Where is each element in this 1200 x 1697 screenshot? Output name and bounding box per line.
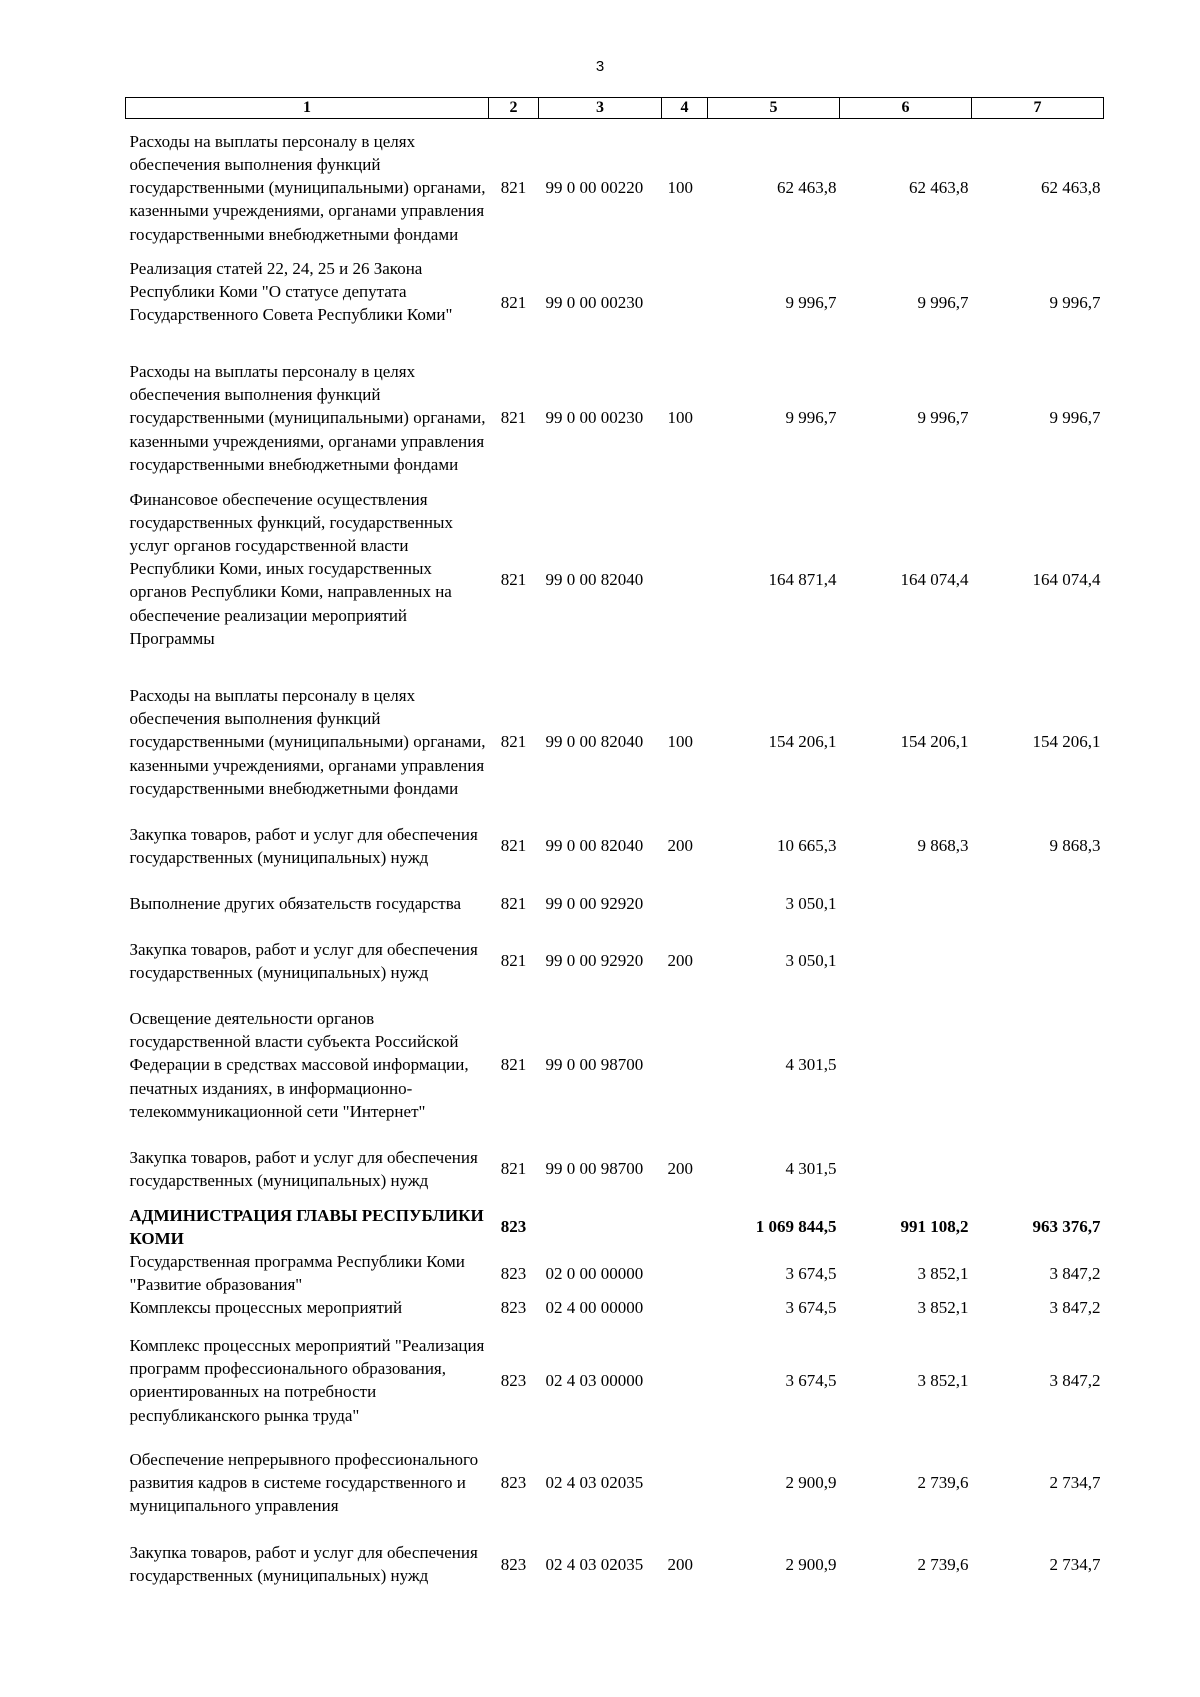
row-ministry-code: 823 [500,1263,527,1283]
header-col-5: 5 [708,98,840,119]
row-amount-3: 3 847,2 [1049,1298,1101,1318]
row-amount-1: 164 871,4 [768,570,837,590]
row-amount-2 [840,881,972,927]
row-expense-type [662,996,708,1135]
table-row [126,257,1104,349]
row-target-code: 99 0 00 00230 [545,408,644,428]
row-amount-1: 154 206,1 [768,732,837,752]
table-row [126,488,1104,673]
row-target-code: 99 0 00 98700 [545,1055,644,1075]
row-ministry-code: 821 [500,893,527,913]
row-name: Реализация статей 22, 24, 25 и 26 Закона Республики Коми "О статусе депутата Государственного Совета Республики Коми" [129,258,453,324]
table-row [126,996,1104,1135]
row-target-code: 02 4 03 02035 [545,1554,644,1574]
header-col-7: 7 [972,98,1104,119]
row-amount-3: 154 206,1 [1032,732,1101,752]
row-expense-type: 200 [667,836,693,856]
header-col-1: 1 [126,98,489,119]
row-ministry-code: 821 [500,951,527,971]
row-expense-type [662,1296,708,1324]
row-amount-1: 2 900,9 [785,1554,837,1574]
row-ministry-code: 821 [500,408,527,428]
row-amount-2: 164 074,4 [900,570,969,590]
table-body [126,119,1104,1600]
row-target-code: 99 0 00 82040 [545,570,644,590]
row-amount-1: 1 069 844,5 [755,1217,837,1237]
row-amount-3: 62 463,8 [1041,178,1101,198]
header-col-2: 2 [489,98,539,119]
row-expense-type: 100 [667,178,693,198]
row-expense-type [662,1204,708,1250]
row-target-code: 99 0 00 92920 [545,893,644,913]
row-amount-3: 3 847,2 [1049,1263,1101,1283]
row-amount-1: 3 674,5 [785,1298,837,1318]
table-row [126,927,1104,996]
row-target-code: 02 4 03 00000 [545,1370,644,1390]
row-amount-3 [972,927,1104,996]
row-target-code: 99 0 00 98700 [545,1159,644,1179]
header-row [126,98,1104,119]
row-amount-1: 4 301,5 [785,1055,837,1075]
row-expense-type [662,488,708,673]
row-expense-type [662,1436,708,1529]
table-row [126,812,1104,881]
header-col-4: 4 [662,98,708,119]
budget-table [125,97,1104,1599]
header-col-6: 6 [840,98,972,119]
row-ministry-code: 823 [500,1473,527,1493]
row-amount-1: 3 674,5 [785,1370,837,1390]
row-amount-2: 2 739,6 [917,1554,969,1574]
row-ministry-code: 821 [500,570,527,590]
row-amount-3: 2 734,7 [1049,1554,1101,1574]
row-expense-type: 100 [667,732,693,752]
row-name: Обеспечение непрерывного профессионального развития кадров в системе государственного и муниципального управления [129,1450,479,1516]
row-amount-3: 963 376,7 [1032,1217,1101,1237]
row-name: Закупка товаров, работ и услуг для обеспечения государственных (муниципальных) нужд [129,939,478,982]
row-amount-1: 10 665,3 [777,836,837,856]
row-expense-type: 200 [667,951,693,971]
table-row [126,119,1104,257]
row-name: Расходы на выплаты персоналу в целях обеспечения выполнения функций государственными (муниципальными) органами, казенными учреждениями, органами управления государственными внебюджетными фондами [129,685,486,798]
row-amount-2: 9 868,3 [917,836,969,856]
row-amount-2 [840,927,972,996]
row-target-code: 02 0 00 00000 [545,1263,644,1283]
row-amount-1: 9 996,7 [785,292,837,312]
row-expense-type [662,881,708,927]
row-name: Закупка товаров, работ и услуг для обеспечения государственных (муниципальных) нужд [129,1543,478,1586]
row-ministry-code: 821 [500,836,527,856]
row-amount-1: 62 463,8 [777,178,837,198]
row-amount-3 [972,1135,1104,1204]
row-ministry-code: 821 [500,1055,527,1075]
row-target-code: 02 4 00 00000 [545,1298,644,1318]
row-amount-2: 991 108,2 [900,1217,969,1237]
row-amount-1: 2 900,9 [785,1473,837,1493]
row-expense-type [662,1324,708,1436]
row-name: Расходы на выплаты персоналу в целях обеспечения выполнения функций государственными (муниципальными) органами, казенными учреждениями, органами управления государственными внебюджетными фондами [129,361,486,474]
row-ministry-code: 821 [500,732,527,752]
row-amount-3: 2 734,7 [1049,1473,1101,1493]
table-row [126,1529,1104,1599]
row-amount-2: 3 852,1 [917,1370,969,1390]
table-header [126,98,1104,119]
row-expense-type: 100 [667,408,693,428]
row-name: Государственная программа Республики Коми "Развитие образования" [129,1251,465,1295]
row-amount-1: 3 050,1 [785,893,837,913]
row-amount-2 [840,996,972,1135]
row-ministry-code: 821 [500,292,527,312]
table-row [126,1250,1104,1296]
row-target-code: 99 0 00 00230 [545,292,644,312]
table-row [126,1135,1104,1204]
row-amount-3: 9 868,3 [1049,836,1101,856]
row-amount-2: 154 206,1 [900,732,969,752]
row-expense-type [662,1250,708,1296]
row-ministry-code: 821 [500,1159,527,1179]
row-amount-1: 3 050,1 [785,951,837,971]
row-target-code [539,1204,662,1250]
row-amount-1: 4 301,5 [785,1159,837,1179]
row-name: Закупка товаров, работ и услуг для обеспечения государственных (муниципальных) нужд [129,824,478,867]
row-target-code: 99 0 00 82040 [545,732,644,752]
row-target-code: 99 0 00 92920 [545,951,644,971]
row-name: Комплексы процессных мероприятий [129,1298,403,1318]
row-target-code: 99 0 00 82040 [545,836,644,856]
row-name: Закупка товаров, работ и услуг для обеспечения государственных (муниципальных) нужд [129,1147,478,1190]
table-row [126,673,1104,812]
row-amount-2: 2 739,6 [917,1473,969,1493]
row-name: Расходы на выплаты персоналу в целях обеспечения выполнения функций государственными (муниципальными) органами, казенными учреждениями, органами управления государственными внебюджетными фондами [129,131,486,244]
row-amount-3 [972,996,1104,1135]
row-name: Выполнение других обязательств государства [129,893,462,913]
table-row [126,1324,1104,1436]
row-amount-1: 3 674,5 [785,1263,837,1283]
row-ministry-code: 821 [500,178,527,198]
row-expense-type [662,257,708,349]
row-expense-type: 200 [667,1159,693,1179]
row-amount-3: 9 996,7 [1049,292,1101,312]
row-name: Финансовое обеспечение осуществления государственных функций, государственных услуг органов государственной власти Республики Коми, иных государственных органов Республики Коми, направленных на обеспечение реализации мероприятий Программы [129,489,453,648]
header-col-3: 3 [539,98,662,119]
table-row [126,349,1104,488]
row-ministry-code: 823 [500,1370,527,1390]
row-amount-2: 9 996,7 [917,292,969,312]
row-name: АДМИНИСТРАЦИЯ ГЛАВЫ РЕСПУБЛИКИ КОМИ [129,1205,484,1248]
row-amount-3: 9 996,7 [1049,408,1101,428]
row-amount-2: 3 852,1 [917,1263,969,1283]
row-ministry-code: 823 [500,1217,527,1237]
row-name: Освещение деятельности органов государственной власти субъекта Российской Федерации в средствах массовой информации, печатных изданиях, в информационно-телекоммуникационной сети "Интернет" [129,1008,469,1121]
row-target-code: 02 4 03 02035 [545,1473,644,1493]
table-row [126,881,1104,927]
table-row [126,1204,1104,1250]
row-expense-type: 200 [667,1554,693,1574]
row-target-code: 99 0 00 00220 [545,178,644,198]
row-amount-3: 3 847,2 [1049,1370,1101,1390]
row-ministry-code: 823 [500,1298,527,1318]
row-amount-3: 164 074,4 [1032,570,1101,590]
table-row [126,1436,1104,1529]
row-amount-2: 3 852,1 [917,1298,969,1318]
page-number: 3 [595,58,605,75]
row-amount-2: 9 996,7 [917,408,969,428]
row-amount-2: 62 463,8 [909,178,969,198]
row-amount-2 [840,1135,972,1204]
row-amount-1: 9 996,7 [785,408,837,428]
table-row [126,1296,1104,1324]
row-amount-3 [972,881,1104,927]
row-ministry-code: 823 [500,1554,527,1574]
row-name: Комплекс процессных мероприятий "Реализация программ профессионального образования, ориентированных на потребности республиканского рынка труда" [129,1335,485,1425]
